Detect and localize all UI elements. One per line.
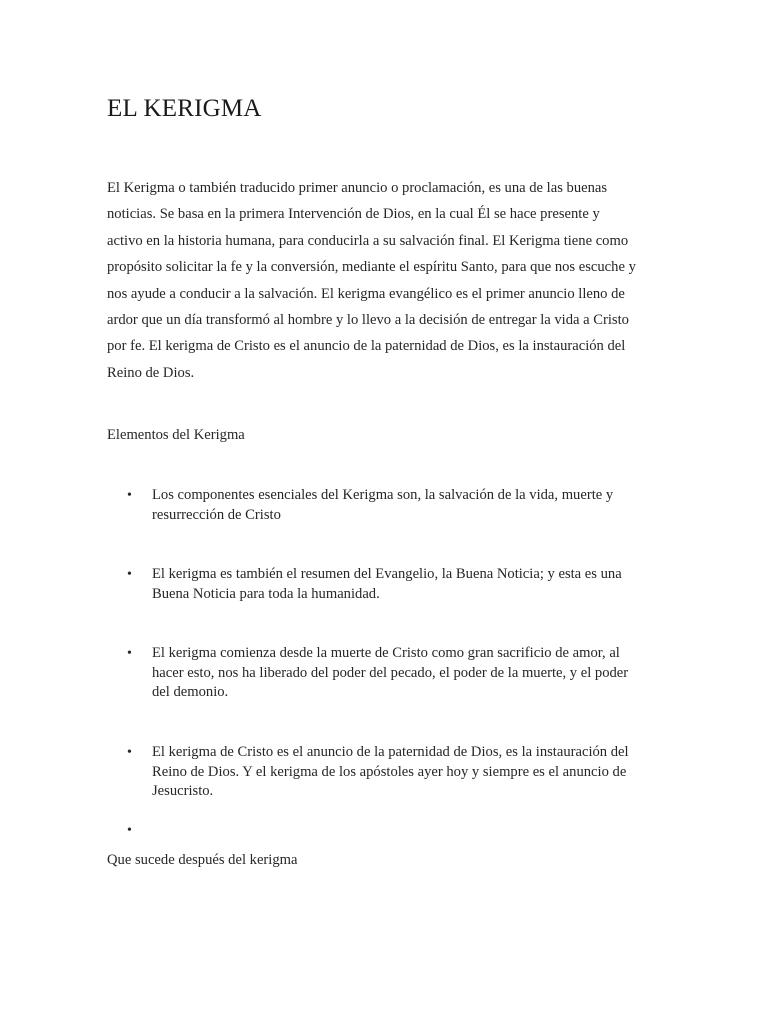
bullet-icon: • xyxy=(127,488,132,503)
closing-heading: Que sucede después del kerigma xyxy=(107,852,298,868)
bullet-text: Los componentes esenciales del Kerigma son, la salvación de la vida, muerte y resurrección de Cristo xyxy=(152,487,614,523)
bullet-icon: • xyxy=(127,567,132,582)
bullet-text: El kerigma comienza desde la muerte de Cristo como gran sacrificio de amor, al hacer esto, nos ha liberado del poder del pecado, el poder de la muerte, y el poder del demonio. xyxy=(152,645,629,700)
section-heading: Elementos del Kerigma xyxy=(107,427,245,443)
bullet-item xyxy=(127,743,647,802)
bullet-text: El kerigma es también el resumen del Evangelio, la Buena Noticia; y esta es una Buena Noticia para toda la humanidad. xyxy=(152,566,622,602)
bullet-icon: • xyxy=(127,745,132,760)
bullet-item xyxy=(127,644,647,703)
document-title: EL KERIGMA xyxy=(107,95,262,122)
bullet-icon: • xyxy=(127,646,132,661)
bullet-item xyxy=(127,486,647,525)
intro-paragraph: El Kerigma o también traducido primer anuncio o proclamación, es una de las buenas noticias. Se basa en la primera Intervención de Dios, en la cual Él se hace presente y activo en la historia humana, para conducirla a su salvación final. El Kerigma tiene como propósito solicitar la fe y la conversión, mediante el espíritu Santo, para que nos escuche y nos ayude a conducir a la salvación. El kerigma evangélico es el primer anuncio lleno de ardor que un día transformó al hombre y lo llevo a la decisión de entregar la vida a Cristo por fe. El kerigma de Cristo es el anuncio de la paternidad de Dios, es la instauración del Reino de Dios. xyxy=(107,180,636,381)
bullet-item xyxy=(127,565,647,604)
bullet-icon: • xyxy=(127,823,132,838)
bullet-text: El kerigma de Cristo es el anuncio de la paternidad de Dios, es la instauración del Reino de Dios. Y el kerigma de los apóstoles ayer hoy y siempre es el anuncio de Jesucristo. xyxy=(152,744,629,799)
